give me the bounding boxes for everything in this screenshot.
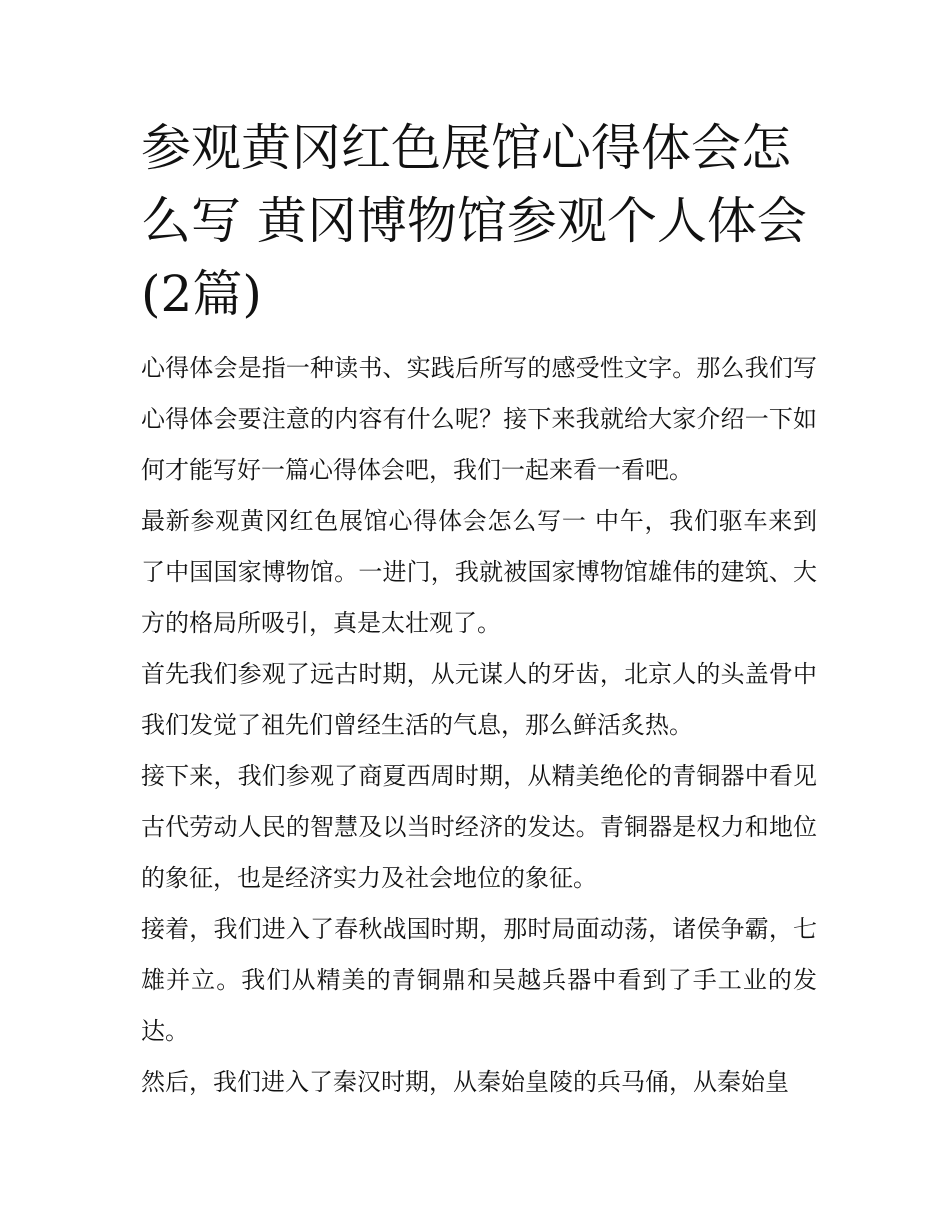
paragraph-arrival: 最新参观黄冈红色展馆心得体会怎么写一 中午，我们驱车来到了中国国家博物馆。一进门，我就被国家博物馆雄伟的建筑、大方的格局所吸引，真是太壮观了。	[141, 507, 817, 637]
paragraph-ancient-period: 首先我们参观了远古时期，从元谋人的牙齿，北京人的头盖骨中我们发觉了祖先们曾经生活的气息，那么鲜活炙热。	[141, 660, 817, 739]
paragraph-intro: 心得体会是指一种读书、实践后所写的感受性文字。那么我们写心得体会要注意的内容有什么呢？接下来我就给大家介绍一下如何才能写好一篇心得体会吧，我们一起来看一看吧。	[141, 354, 817, 484]
document-title: 参观黄冈红色展馆心得体会怎么写 黄冈博物馆参观个人体会(2篇)	[141, 119, 807, 323]
document-body	[141, 343, 817, 1108]
paragraph-warring-states-period: 接着，我们进入了春秋战国时期，那时局面动荡，诸侯争霸，七雄并立。我们从精美的青铜鼎和吴越兵器中看到了手工业的发达。	[141, 915, 817, 1045]
paragraph-qin-han-period: 然后，我们进入了秦汉时期，从秦始皇陵的兵马俑，从秦始皇	[141, 1068, 789, 1096]
document-content	[141, 112, 817, 1108]
paragraph-shang-zhou-period: 接下来，我们参观了商夏西周时期，从精美绝伦的青铜器中看见古代劳动人民的智慧及以当时经济的发达。青铜器是权力和地位的象征，也是经济实力及社会地位的象征。	[141, 762, 817, 892]
